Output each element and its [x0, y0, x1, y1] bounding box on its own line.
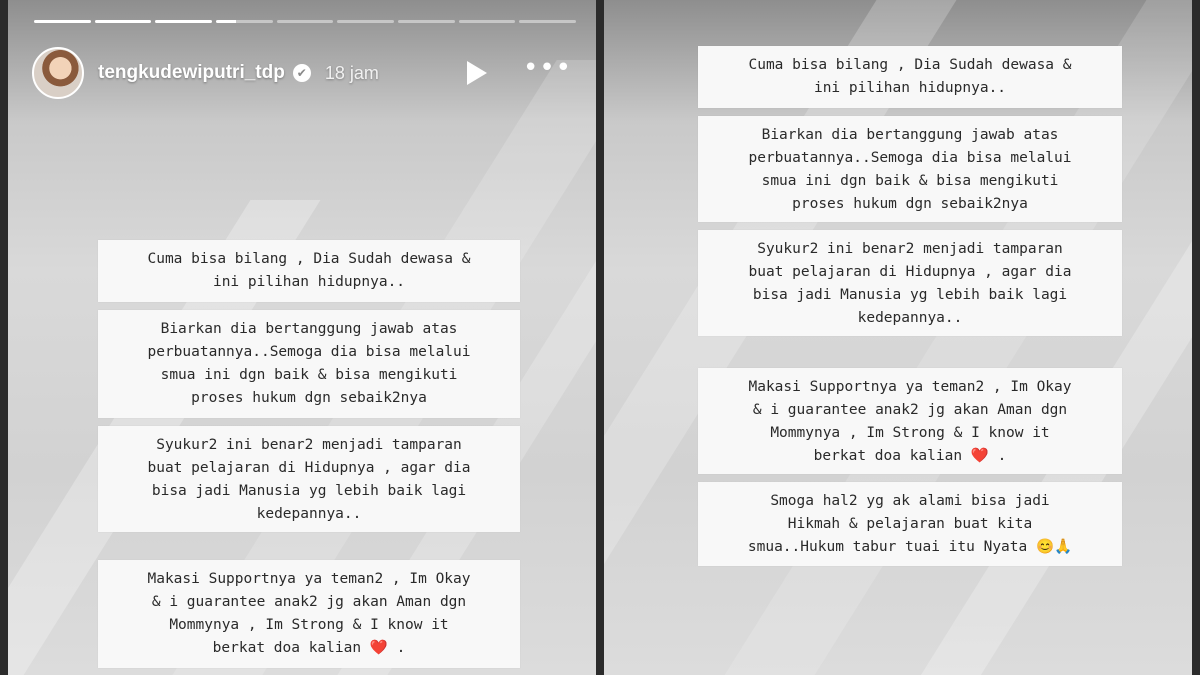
post-time: 18 jam [324, 62, 379, 83]
progress-segment-current [216, 20, 273, 23]
text-card: Syukur2 ini benar2 menjadi tamparan buat pelajaran di Hidupnya , agar dia bisa jadi Manusia yg lebih baik lagi kedepannya.. [698, 230, 1122, 336]
progress-segment [277, 20, 334, 23]
story-panel-right [604, 0, 1192, 675]
more-options-icon[interactable]: ••• [522, 53, 572, 83]
progress-segment [95, 20, 152, 23]
progress-segment [459, 20, 516, 23]
text-card: Cuma bisa bilang , Dia Sudah dewasa & ini pilihan hidupnya.. [98, 240, 520, 302]
progress-segment [519, 20, 576, 23]
text-card: Biarkan dia bertanggung jawab atas perbuatannya..Semoga dia bisa melalui smua ini dgn baik & bisa mengikuti proses hukum dgn sebaik2nya [98, 310, 520, 418]
text-card: Cuma bisa bilang , Dia Sudah dewasa & ini pilihan hidupnya.. [698, 46, 1122, 108]
progress-segment [155, 20, 212, 23]
text-card: Syukur2 ini benar2 menjadi tamparan buat pelajaran di Hidupnya , agar dia bisa jadi Manusia yg lebih baik lagi kedepannya.. [98, 426, 520, 532]
progress-segment [34, 20, 91, 23]
play-icon[interactable] [467, 61, 487, 85]
text-card: Makasi Supportnya ya teman2 , Im Okay & i guarantee anak2 jg akan Aman dgn Mommynya , Im Strong & I know it berkat doa kalian ❤️ . [98, 560, 520, 668]
story-header [32, 44, 572, 102]
text-card: Makasi Supportnya ya teman2 , Im Okay & i guarantee anak2 jg akan Aman dgn Mommynya , Im Strong & I know it berkat doa kalian ❤️ . [698, 368, 1122, 474]
verified-icon: ✔ [293, 64, 311, 82]
avatar[interactable] [32, 47, 84, 99]
panel-divider [596, 0, 604, 675]
progress-segment [337, 20, 394, 23]
story-panel-left [8, 0, 596, 675]
text-card: Biarkan dia bertanggung jawab atas perbuatannya..Semoga dia bisa melalui smua ini dgn baik & bisa mengikuti proses hukum dgn sebaik2nya [698, 116, 1122, 222]
progress-segment [398, 20, 455, 23]
story-progress-bar [34, 20, 576, 23]
username[interactable]: tengkudewiputri_tdp [98, 62, 285, 83]
text-card: Smoga hal2 yg ak alami bisa jadi Hikmah & pelajaran buat kita smua..Hukum tabur tuai itu Nyata 😊🙏 [698, 482, 1122, 566]
